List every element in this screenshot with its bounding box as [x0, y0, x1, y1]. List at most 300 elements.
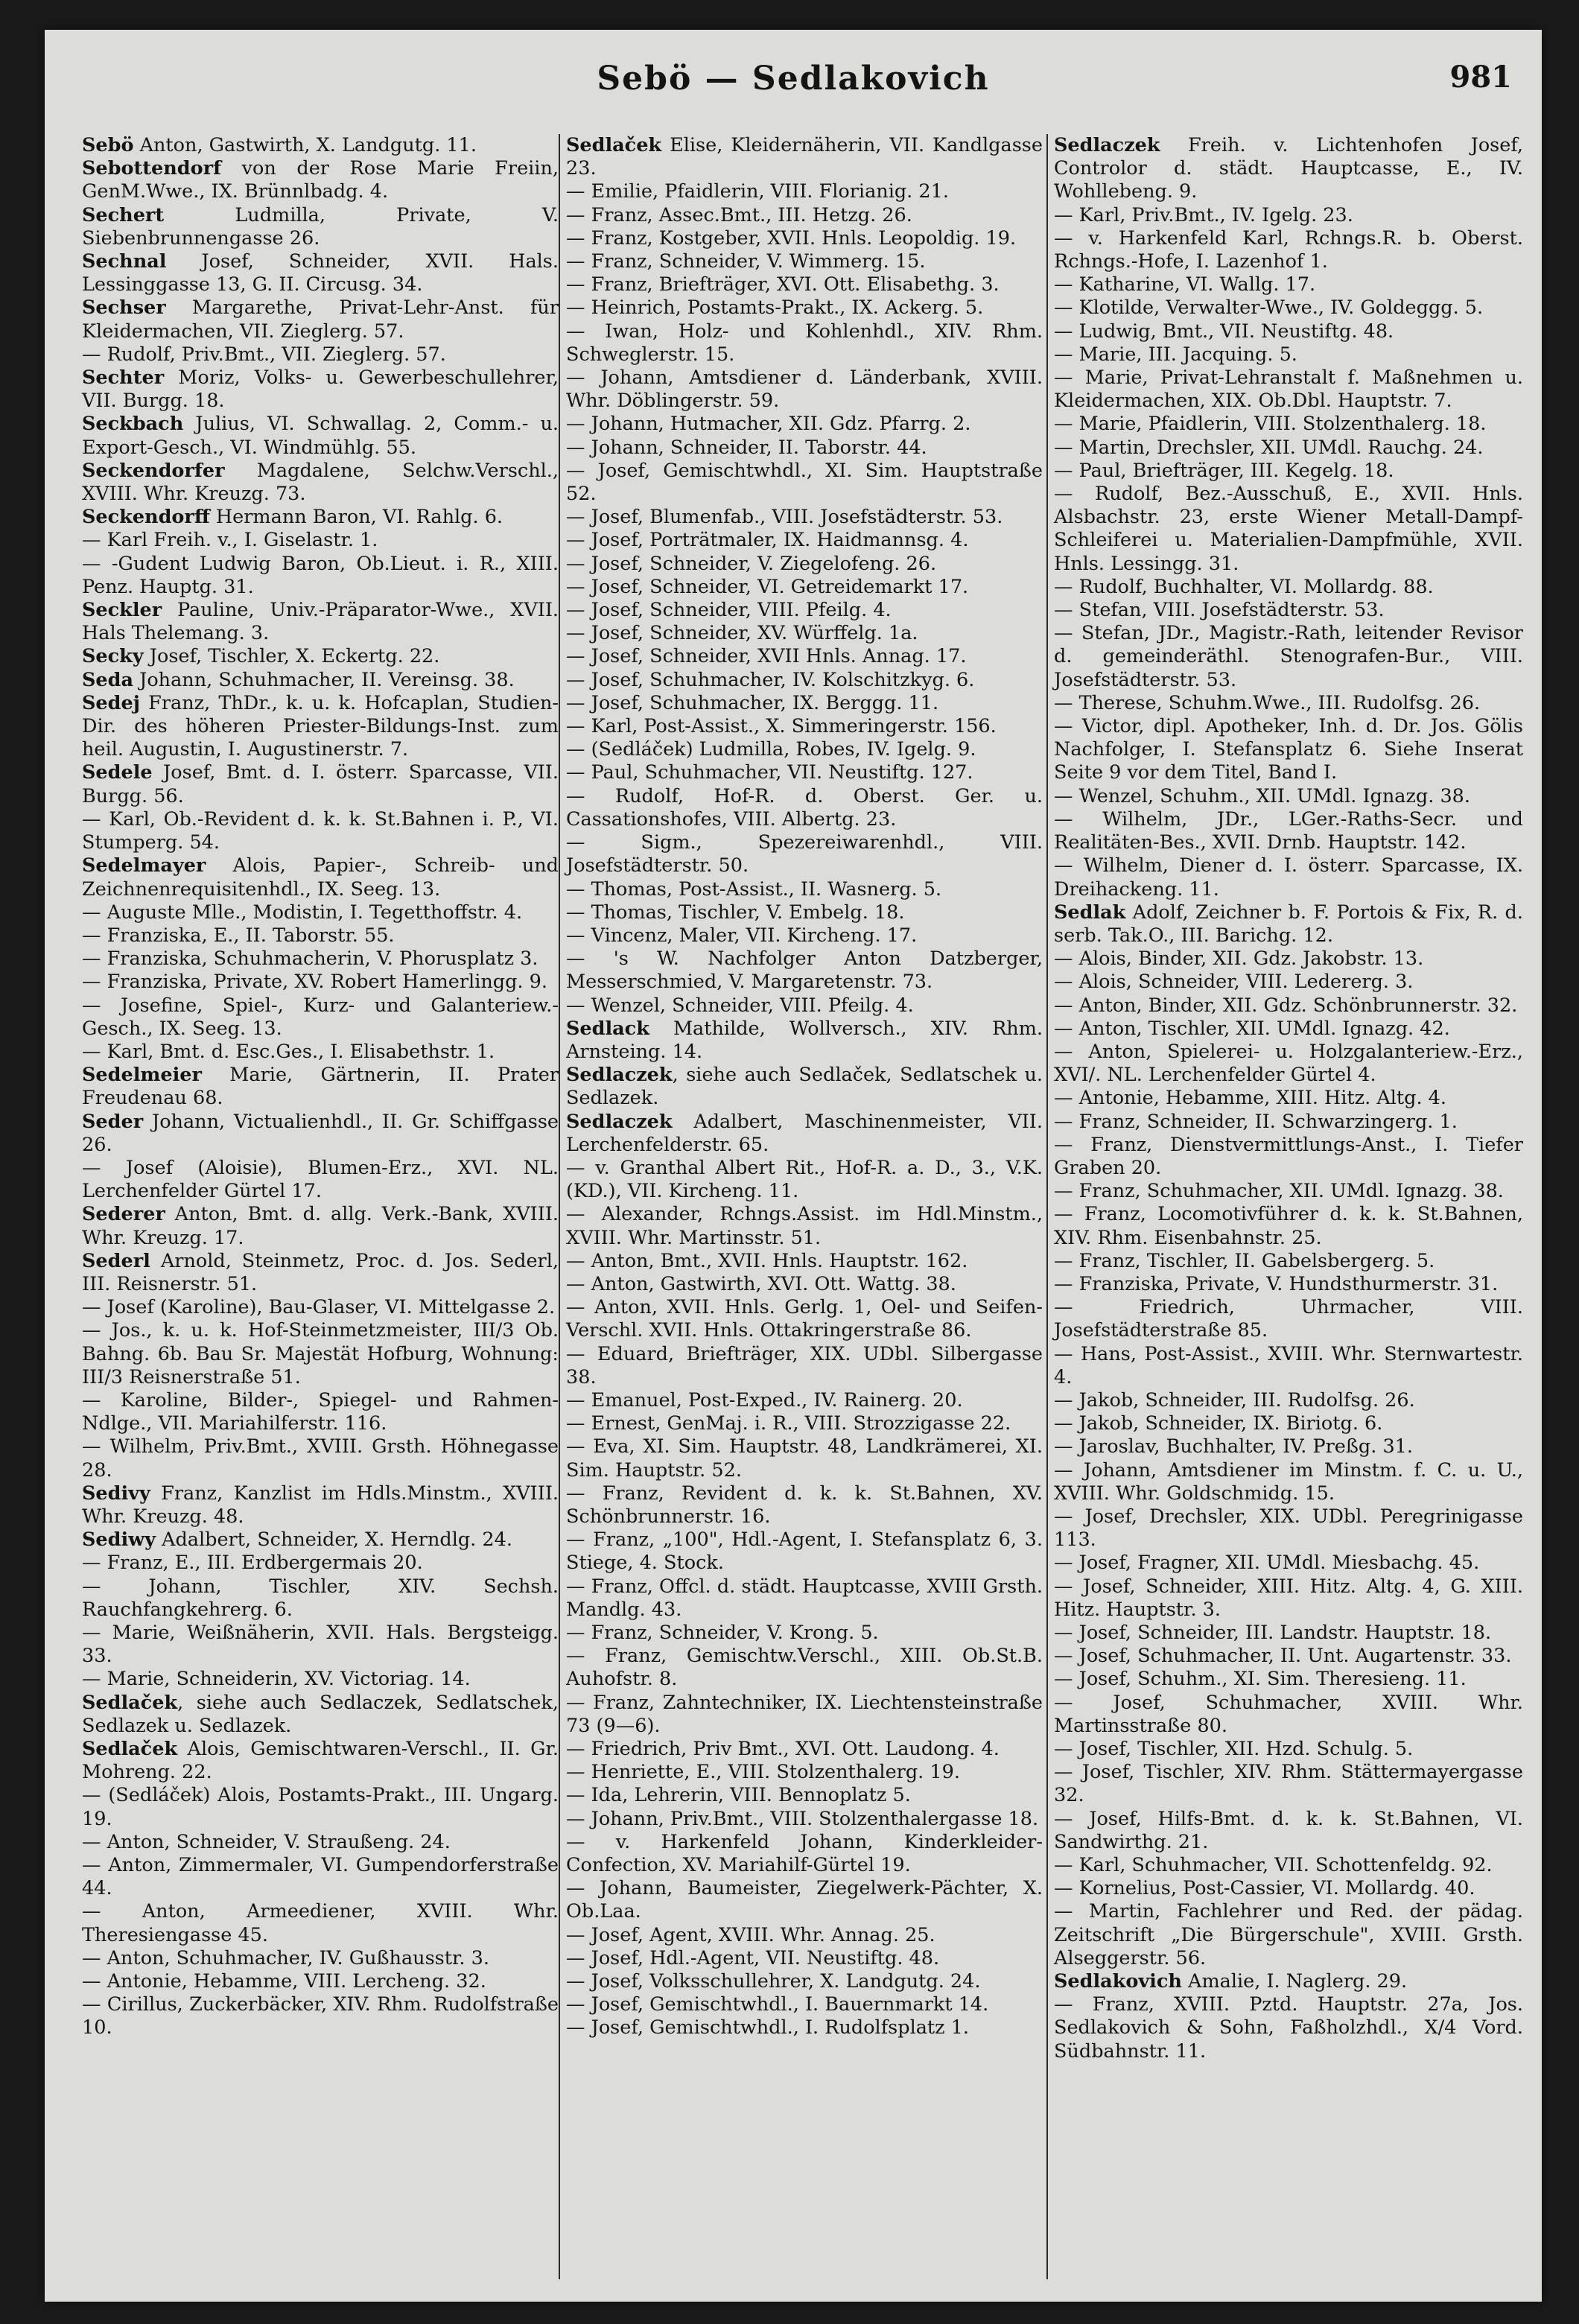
entry-text: — Franz, Schneider, V. Wimmerg. 15. — [566, 250, 926, 273]
directory-entry — [566, 1924, 1043, 1947]
entry-text: — (Sedláček) Ludmilla, Robes, IV. Igelg. 9. — [566, 738, 976, 761]
directory-entry — [1054, 808, 1523, 854]
entry-text: — Alois, Binder, XII. Gdz. Jakobstr. 13. — [1054, 947, 1424, 971]
entry-text: — Karl Freih. v., I. Giselastr. 1. — [82, 529, 378, 552]
directory-entry — [82, 994, 559, 1041]
entry-text: Josef, Schneider, XVII. Hals. Lessinggasse 13, G. II. Circusg. 34. — [82, 250, 559, 296]
entry-text: — Johann, Amtsdiener im Minstm. f. C. u. U., XVIII. Whr. Goldschmidg. 15. — [1054, 1458, 1523, 1505]
entry-text: Adalbert, Maschinenmeister, VII. Lerchenfelderstr. 65. — [566, 1110, 1043, 1156]
directory-entry — [566, 1296, 1043, 1342]
entry-text: — Wenzel, Schuhm., XII. UMdl. Ignazg. 38. — [1054, 784, 1471, 807]
entry-surname: Sediwy — [82, 1528, 156, 1552]
entry-surname: Sederer — [82, 1203, 165, 1226]
entry-text: Johann, Schuhmacher, II. Vereinsg. 38. — [133, 668, 515, 691]
entry-text: — Auguste Mlle., Modistin, I. Tegetthoffstr. 4. — [82, 901, 523, 924]
directory-entry — [82, 947, 559, 971]
directory-entry — [1054, 227, 1523, 273]
entry-surname: Sedlaček — [82, 1738, 178, 1761]
entry-text: — Anton, Schneider, V. Straußeng. 24. — [82, 1830, 451, 1853]
directory-entry — [82, 1482, 559, 1528]
directory-entry — [82, 1203, 559, 1249]
entry-text: — Marie, III. Jacquing. 5. — [1054, 343, 1297, 366]
directory-entry — [566, 831, 1043, 877]
directory-entry — [566, 1575, 1043, 1622]
entry-text: — Jakob, Schneider, III. Rudolfsg. 26. — [1054, 1388, 1415, 1412]
directory-entry — [566, 1343, 1043, 1389]
entry-text: — Franziska, Schuhmacherin, V. Phorusplatz 3. — [82, 947, 538, 971]
entry-text: Magdalene, Selchw.Verschl., XVIII. Whr. Kreuzg. 73. — [82, 459, 559, 506]
directory-entry — [1054, 1645, 1523, 1668]
entry-surname: Sedelmayer — [82, 854, 206, 877]
directory-entry — [82, 204, 559, 250]
directory-entry — [82, 1111, 559, 1157]
entry-text: — -Gudent Ludwig Baron, Ob.Lieut. i. R., XIII. Penz. Hauptg. 31. — [82, 552, 559, 598]
entry-text: — Thomas, Post-Assist., II. Wasnerg. 5. — [566, 877, 942, 901]
directory-entry — [1054, 901, 1523, 947]
entry-surname: Sedelmeier — [82, 1064, 202, 1087]
entry-text: — Josef, Tischler, XIV. Rhm. Stättermayergasse 32. — [1054, 1761, 1523, 1807]
entry-text: — Rudolf, Hof-R. d. Oberst. Ger. u. Cassationshofes, VIII. Albertg. 23. — [566, 784, 1043, 831]
directory-entry — [1054, 1389, 1523, 1412]
entry-text: Josef, Tischler, X. Eckertg. 22. — [143, 645, 440, 668]
entry-text: — Ludwig, Bmt., VII. Neustiftg. 48. — [1054, 320, 1394, 343]
directory-entry — [82, 1435, 559, 1482]
directory-entry — [566, 320, 1043, 366]
entry-surname: Sedlack — [566, 1017, 649, 1040]
entry-surname: Seder — [82, 1110, 144, 1133]
entry-text: — Josef, Schuhmacher, XVIII. Whr. Martinsstraße 80. — [1054, 1691, 1523, 1737]
entry-text: Mathilde, Wollversch., XIV. Rhm. Arnsteing. 14. — [566, 1017, 1043, 1063]
directory-entry — [566, 1622, 1043, 1645]
directory-entry — [566, 413, 1043, 436]
entry-text: — Josef (Aloisie), Blumen-Erz., XVI. NL. Lerchenfelder Gürtel 17. — [82, 1156, 559, 1203]
directory-entry — [1054, 622, 1523, 692]
directory-entry — [1054, 1459, 1523, 1505]
entry-text: — Cirillus, Zuckerbäcker, XIV. Rhm. Rudolfstraße 10. — [82, 1993, 559, 2039]
column-divider — [559, 134, 560, 2279]
directory-entry — [566, 1877, 1043, 1923]
directory-entry — [566, 460, 1043, 506]
directory-entry — [82, 366, 559, 413]
entry-text: — Josef, Fragner, XII. UMdl. Miesbachg. 45. — [1054, 1552, 1480, 1575]
entry-text: — Karl, Post-Assist., X. Simmeringerstr. 156. — [566, 715, 997, 738]
entry-text: — Josef, Gemischtwhdl., I. Bauernmarkt 14. — [566, 1993, 989, 2016]
entry-text: — Henriette, E., VIII. Stolzenthalerg. 19. — [566, 1761, 960, 1784]
directory-entry — [566, 947, 1043, 994]
entry-text: — Josef, Tischler, XII. Hzd. Schulg. 5. — [1054, 1738, 1414, 1761]
entry-surname: Seckbach — [82, 413, 184, 436]
directory-entry — [1054, 343, 1523, 366]
entry-text: — Thomas, Tischler, V. Embelg. 18. — [566, 901, 905, 924]
directory-entry — [566, 1645, 1043, 1691]
entry-text: — Johann, Priv.Bmt., VIII. Stolzenthalergasse 18. — [566, 1807, 1039, 1830]
entry-text: — Franz, Revident d. k. k. St.Bahnen, XV. Schönbrunnerstr. 16. — [566, 1482, 1043, 1528]
entry-text: — Anton, XVII. Hnls. Gerlg. 1, Oel- und Seifen-Verschl. XVII. Hnls. Ottakringerstraße 86. — [566, 1296, 1043, 1342]
entry-text: — Katharine, VI. Wallg. 17. — [1054, 273, 1316, 296]
entry-text: — Franz, „100", Hdl.-Agent, I. Stefansplatz 6, 3. Stiege, 4. Stock. — [566, 1528, 1043, 1575]
entry-text: Marie, Gärtnerin, II. Prater Freudenau 68. — [82, 1064, 559, 1110]
directory-entry — [1054, 366, 1523, 413]
directory-entry — [1054, 1900, 1523, 1970]
entry-text: — Alois, Schneider, VIII. Ledererg. 3. — [1054, 971, 1414, 994]
directory-entry — [82, 296, 559, 343]
entry-text: — Franz, Zahntechniker, IX. Liechtensteinstraße 73 (9—6). — [566, 1691, 1043, 1737]
entry-text: — Ida, Lehrerin, VIII. Bennoplatz 5. — [566, 1784, 911, 1807]
entry-text: — Josef, Schneider, V. Ziegelofeng. 26. — [566, 552, 937, 575]
directory-entry — [1054, 1808, 1523, 1854]
entry-surname: Sebö — [82, 134, 134, 156]
directory-entry — [566, 1203, 1043, 1249]
directory-entry — [566, 924, 1043, 947]
entry-text: — Josef, Schneider, XV. Würffelg. 1a. — [566, 622, 918, 645]
directory-entry — [82, 808, 559, 854]
entry-text: Freih. v. Lichtenhofen Josef, Controlor d. städt. Hauptcasse, E., IV. Wohllebeng. 9. — [1054, 134, 1523, 203]
directory-entry — [566, 622, 1043, 645]
directory-entry — [82, 1250, 559, 1296]
entry-text: Amalie, I. Naglerg. 29. — [1181, 1970, 1408, 1993]
directory-entry — [566, 1947, 1043, 1970]
entry-text: — v. Granthal Albert Rit., Hof-R. a. D., 3., V.K. (KD.), VII. Kircheng. 11. — [566, 1156, 1043, 1203]
directory-entry — [566, 576, 1043, 599]
directory-entry — [1054, 1622, 1523, 1645]
entry-text: — Jos., k. u. k. Hof-Steinmetzmeister, III/3 Ob. Bahng. 6b. Bau Sr. Majestät Hofburg, Wohnung: III/3 Reisnerstraße 51. — [82, 1319, 559, 1388]
entry-text: , siehe auch Sedlaček, Sedlatschek u. Sedlazek. — [566, 1064, 1043, 1110]
directory-entry — [82, 1970, 559, 1993]
entry-text: Anton, Gastwirth, X. Landgutg. 11. — [133, 134, 477, 156]
entry-text: — Stefan, VIII. Josefstädterstr. 53. — [1054, 599, 1385, 622]
directory-entry — [1054, 1041, 1523, 1087]
directory-entry — [82, 1947, 559, 1970]
entry-surname: Sedlakovich — [1054, 1970, 1182, 1993]
directory-entry — [82, 460, 559, 506]
directory-entry — [566, 738, 1043, 761]
entry-text: — Josef, Volksschullehrer, X. Landgutg. 24. — [566, 1970, 981, 1993]
entry-text: — Rudolf, Priv.Bmt., VII. Zieglerg. 57. — [82, 343, 446, 366]
entry-text: Elise, Kleidernäherin, VII. Kandlgasse 23. — [566, 134, 1043, 180]
entry-text: — v. Harkenfeld Johann, Kinderkleider-Confection, XV. Mariahilf-Gürtel 19. — [566, 1830, 1043, 1877]
directory-entry — [82, 1041, 559, 1064]
entry-text: — Johann, Baumeister, Ziegelwerk-Pächter, X. Ob.Laa. — [566, 1877, 1043, 1923]
entry-text: Alois, Papier-, Schreib- und Zeichnenrequisitenhdl., IX. Seeg. 13. — [82, 854, 559, 901]
entry-text: Anton, Bmt. d. allg. Verk.-Bank, XVIII. Whr. Kreuzg. 17. — [82, 1203, 559, 1249]
directory-entry — [566, 1831, 1043, 1877]
directory-entry — [1054, 460, 1523, 483]
directory-entry — [566, 250, 1043, 273]
entry-text: — Victor, dipl. Apotheker, Inh. d. Dr. Jos. Gölis Nachfolger, I. Stefansplatz 6. Siehe Inserat Seite 9 vor dem Titel, Band I. — [1054, 715, 1523, 784]
entry-text: — Josef, Gemischtwhdl., XI. Sim. Hauptstraße 52. — [566, 459, 1043, 506]
directory-entry — [82, 506, 559, 529]
entry-text: — Franz, Briefträger, XVI. Ott. Elisabethg. 3. — [566, 273, 1000, 296]
page-header — [45, 60, 1542, 112]
entry-text: — Paul, Briefträger, III. Kegelg. 18. — [1054, 459, 1394, 482]
entry-text: — Friedrich, Priv Bmt., XVI. Ott. Laudong. 4. — [566, 1738, 1000, 1761]
directory-entry — [82, 924, 559, 947]
entry-text: — Klotilde, Verwalter-Wwe., IV. Goldeggg. 5. — [1054, 296, 1484, 320]
directory-entry — [82, 1157, 559, 1203]
entry-surname: Seckendorfer — [82, 459, 225, 482]
entry-text: — Eduard, Briefträger, XIX. UDbl. Silbergasse 38. — [566, 1342, 1043, 1388]
page-number: 981 — [1449, 60, 1512, 95]
column-1 — [82, 134, 559, 2040]
directory-entry — [566, 1435, 1043, 1482]
directory-entry — [566, 529, 1043, 552]
directory-entry — [82, 1389, 559, 1435]
directory-entry — [1054, 1552, 1523, 1575]
entry-surname: Sedej — [82, 691, 140, 714]
entry-text: — Josef, Hilfs-Bmt. d. k. k. St.Bahnen, VI. Sandwirthg. 21. — [1054, 1807, 1523, 1853]
directory-entry — [82, 250, 559, 296]
directory-entry — [566, 227, 1043, 250]
entry-text: — Josef, Schneider, XIII. Hitz. Altg. 4, G. XIII. Hitz. Hauptstr. 3. — [1054, 1575, 1523, 1621]
entry-surname: Sedlaček — [82, 1691, 178, 1714]
directory-entry — [1054, 1761, 1523, 1807]
entry-text: — Heinrich, Postamts-Prakt., IX. Ackerg. 5. — [566, 296, 984, 320]
entry-text: — Sigm., Spezereiwarenhdl., VIII. Josefstädterstr. 50. — [566, 831, 1043, 877]
entry-surname: Sedlaczek — [566, 1064, 673, 1087]
directory-entry — [1054, 413, 1523, 436]
entry-text: — Antonie, Hebamme, VIII. Lercheng. 32. — [82, 1970, 486, 1993]
directory-entry — [1054, 1970, 1523, 1993]
directory-entry — [1054, 296, 1523, 320]
directory-entry — [1054, 1017, 1523, 1041]
entry-text: Adalbert, Schneider, X. Herndlg. 24. — [155, 1528, 512, 1552]
directory-entry — [1054, 1575, 1523, 1622]
entry-text: — Friedrich, Uhrmacher, VIII. Josefstädterstraße 85. — [1054, 1296, 1523, 1342]
entry-text: — Kornelius, Post-Cassier, VI. Mollardg. 40. — [1054, 1877, 1475, 1900]
entry-text: — Ernest, GenMaj. i. R., VIII. Strozzigasse 22. — [566, 1412, 1011, 1435]
entry-text: — Franz, Dienstvermittlungs-Anst., I. Tiefer Graben 20. — [1054, 1133, 1523, 1179]
directory-entry — [82, 1622, 559, 1668]
directory-entry — [82, 529, 559, 552]
directory-entry — [82, 692, 559, 762]
entry-text: — Josef, Schneider, VI. Getreidemarkt 17. — [566, 575, 969, 598]
entry-surname: Sedlaček — [566, 134, 662, 156]
entry-surname: Sedlaczek — [566, 1110, 673, 1133]
directory-entry — [1054, 854, 1523, 901]
directory-entry — [566, 1692, 1043, 1738]
directory-entry — [1054, 134, 1523, 204]
entry-text: — Martin, Drechsler, XII. UMdl. Rauchg. 24. — [1054, 436, 1484, 459]
entry-text: — Franz, XVIII. Pztd. Hauptstr. 27a, Jos. Sedlakovich & Sohn, Faßholzhdl., X/4 Vord. Südbahnstr. 11. — [1054, 1993, 1523, 2063]
entry-text: — Karoline, Bilder-, Spiegel- und Rahmen-Ndlge., VII. Mariahilferstr. 116. — [82, 1388, 559, 1435]
directory-entry — [566, 715, 1043, 738]
directory-entry — [82, 1552, 559, 1575]
entry-text: Franz, ThDr., k. u. k. Hofcaplan, Studien-Dir. des höheren Priester-Bildungs-Inst. zum heil. Augustin, I. Augustinerstr. 7. — [82, 691, 559, 761]
directory-entry — [566, 204, 1043, 227]
directory-entry — [566, 1157, 1043, 1203]
entry-text: — Franziska, Private, XV. Robert Hamerlingg. 9. — [82, 971, 547, 994]
directory-entry — [82, 645, 559, 668]
directory-entry — [82, 761, 559, 807]
entry-text: — Marie, Pfaidlerin, VIII. Stolzenthalerg. 18. — [1054, 413, 1487, 436]
entry-text: — Franz, Kostgeber, XVII. Hnls. Leopoldig. 19. — [566, 226, 1017, 250]
directory-entry — [82, 599, 559, 645]
entry-text: — Johann, Schneider, II. Taborstr. 44. — [566, 436, 927, 459]
directory-entry — [566, 1761, 1043, 1784]
directory-entry — [566, 599, 1043, 622]
entry-text: — Josef, Gemischtwhdl., I. Rudolfsplatz 1. — [566, 2016, 970, 2039]
directory-entry — [82, 413, 559, 459]
entry-text: — Johann, Tischler, XIV. Sechsh. Rauchfangkehrerg. 6. — [82, 1575, 559, 1621]
entry-text: — v. Harkenfeld Karl, Rchngs.R. b. Oberst. Rchngs.-Hofe, I. Lazenhof 1. — [1054, 226, 1523, 273]
entry-surname: Seckler — [82, 599, 162, 622]
entry-text: — Josef, Schneider, III. Landstr. Hauptstr. 18. — [1054, 1622, 1492, 1644]
directory-entry — [1054, 1738, 1523, 1761]
directory-entry — [82, 1993, 559, 2039]
column-divider — [1046, 134, 1048, 2279]
directory-entry — [566, 761, 1043, 784]
directory-entry — [566, 1784, 1043, 1807]
entry-text: Franz, Kanzlist im Hdls.Minstm., XVIII. Whr. Kreuzg. 48. — [82, 1482, 559, 1528]
entry-text: — Josef, Schuhm., XI. Sim. Theresieng. 11. — [1054, 1668, 1467, 1691]
entry-text: — Anton, Gastwirth, XVI. Ott. Wattg. 38. — [566, 1272, 956, 1295]
directory-entry — [1054, 320, 1523, 343]
directory-entry — [82, 134, 559, 157]
directory-entry — [1054, 576, 1523, 599]
entry-surname: Sedlaczek — [1054, 134, 1160, 156]
directory-entry — [1054, 1203, 1523, 1249]
entry-text: — Franz, E., III. Erdbergermais 20. — [82, 1552, 423, 1575]
entry-text: Adolf, Zeichner b. F. Portois & Fix, R. d. serb. Tak.O., III. Barichg. 12. — [1054, 901, 1523, 947]
entry-text: von der Rose Marie Freiin, GenM.Wwe., IX. Brünnlbadg. 4. — [82, 157, 559, 203]
entry-surname: Sedele — [82, 761, 153, 784]
entry-surname: Sedlak — [1054, 901, 1126, 924]
entry-text: — 's W. Nachfolger Anton Datzberger, Messerschmied, V. Margaretenstr. 73. — [566, 947, 1043, 994]
directory-entry — [566, 134, 1043, 180]
entry-text: — Emanuel, Post-Exped., IV. Rainerg. 20. — [566, 1388, 963, 1412]
directory-entry — [1054, 1273, 1523, 1296]
entry-text: — Jaroslav, Buchhalter, IV. Preßg. 31. — [1054, 1435, 1413, 1458]
directory-entry — [566, 553, 1043, 576]
entry-text: — Karl, Bmt. d. Esc.Ges., I. Elisabethstr. 1. — [82, 1040, 495, 1063]
column-3 — [1054, 134, 1523, 2063]
directory-entry — [82, 1784, 559, 1830]
entry-text: — Marie, Privat-Lehranstalt f. Maßnehmen u. Kleidermachen, XIX. Ob.Dbl. Hauptstr. 7. — [1054, 366, 1523, 413]
entry-text: — Franz, Schneider, II. Schwarzingerg. 1. — [1054, 1110, 1458, 1133]
entry-surname: Sederl — [82, 1249, 150, 1272]
entry-text: — Anton, Binder, XII. Gdz. Schönbrunnerstr. 32. — [1054, 994, 1518, 1017]
directory-entry — [1054, 1505, 1523, 1552]
directory-entry — [566, 1389, 1043, 1412]
entry-text: — Anton, Bmt., XVII. Hnls. Hauptstr. 162. — [566, 1249, 968, 1272]
directory-entry — [82, 553, 559, 599]
entry-text: — Johann, Amtsdiener d. Länderbank, XVIII. Whr. Döblingerstr. 59. — [566, 366, 1043, 413]
entry-text: — Emilie, Pfaidlerin, VIII. Florianig. 21. — [566, 180, 949, 203]
directory-entry — [566, 1017, 1043, 1064]
entry-text: — Vincenz, Maler, VII. Kircheng. 17. — [566, 924, 918, 947]
entry-text: — Wilhelm, Priv.Bmt., XVIII. Grsth. Höhnegasse 28. — [82, 1435, 559, 1482]
entry-text: — Anton, Schuhmacher, IV. Gußhausstr. 3. — [82, 1946, 489, 1969]
entry-surname: Sebottendorf — [82, 157, 222, 180]
directory-entry — [1054, 1343, 1523, 1389]
directory-entry — [1054, 1668, 1523, 1691]
directory-entry — [82, 1668, 559, 1691]
directory-entry — [566, 506, 1043, 529]
directory-entry — [1054, 1877, 1523, 1900]
directory-entry — [1054, 1111, 1523, 1134]
directory-entry — [1054, 483, 1523, 576]
directory-entry — [82, 343, 559, 366]
directory-entry — [566, 1738, 1043, 1761]
directory-entry — [82, 1575, 559, 1622]
entry-text: — Franz, Gemischtw.Verschl., XIII. Ob.St.B. Auhofstr. 8. — [566, 1645, 1043, 1691]
directory-entry — [82, 1738, 559, 1784]
entry-text: — Marie, Weißnäherin, XVII. Hals. Bergsteigg. 33. — [82, 1622, 559, 1668]
entry-surname: Sechser — [82, 296, 166, 320]
directory-entry — [566, 2016, 1043, 2039]
entry-text: — Franz, Schuhmacher, XII. UMdl. Ignazg. 38. — [1054, 1180, 1504, 1203]
directory-entry — [566, 1064, 1043, 1110]
directory-entry — [82, 971, 559, 994]
entry-text: — Jakob, Schneider, IX. Biriotg. 6. — [1054, 1412, 1383, 1435]
entry-text: — Franziska, Private, V. Hundsthurmerstr. 31. — [1054, 1272, 1499, 1295]
entry-text: — Josef, Schneider, VIII. Pfeilg. 4. — [566, 599, 892, 622]
entry-text: — Josef, Schuhmacher, II. Unt. Augartenstr. 33. — [1054, 1645, 1512, 1668]
entry-text: Pauline, Univ.-Präparator-Wwe., XVII. Hals Thelemang. 3. — [82, 599, 559, 645]
directory-entry — [1054, 273, 1523, 296]
directory-entry — [1054, 1087, 1523, 1110]
directory-entry — [82, 669, 559, 692]
directory-entry — [566, 1111, 1043, 1157]
entry-text: — Josefine, Spiel-, Kurz- und Galanteriew.-Gesch., IX. Seeg. 13. — [82, 994, 559, 1040]
entry-surname: Sechter — [82, 366, 165, 390]
directory-entry — [82, 1831, 559, 1854]
directory-entry — [1054, 599, 1523, 622]
directory-entry — [566, 669, 1043, 692]
entry-text: — Franz, Offcl. d. städt. Hauptcasse, XVIII Grsth. Mandlg. 43. — [566, 1575, 1043, 1621]
directory-entry — [1054, 204, 1523, 227]
entry-text: — Alexander, Rchngs.Assist. im Hdl.Minstm., XVIII. Whr. Martinsstr. 51. — [566, 1203, 1043, 1249]
entry-surname: Secky — [82, 645, 144, 668]
entry-text: — Paul, Schuhmacher, VII. Neustiftg. 127. — [566, 761, 973, 784]
directory-entry — [82, 1854, 559, 1900]
entry-text: — Karl, Priv.Bmt., IV. Igelg. 23. — [1054, 203, 1353, 226]
directory-entry — [82, 157, 559, 203]
entry-text: — Hans, Post-Assist., XVIII. Whr. Sternwartestr. 4. — [1054, 1342, 1523, 1388]
entry-surname: Sedivy — [82, 1482, 150, 1505]
directory-entry — [566, 1528, 1043, 1575]
entry-text: — Anton, Armeediener, XVIII. Whr. Theresiengasse 45. — [82, 1900, 559, 1946]
entry-text: — Franz, Schneider, V. Krong. 5. — [566, 1622, 879, 1644]
entry-text: — Martin, Fachlehrer und Red. der pädag. Zeitschrift „Die Bürgerschule", XVIII. Grsth. Alseggerstr. 56. — [1054, 1900, 1523, 1969]
directory-entry — [566, 1412, 1043, 1435]
entry-text: — Karl, Schuhmacher, VII. Schottenfeldg. 92. — [1054, 1854, 1493, 1877]
entry-text: — Franz, Assec.Bmt., III. Hetzg. 26. — [566, 203, 912, 226]
directory-entry — [82, 1064, 559, 1110]
entry-text: — Therese, Schuhm.Wwe., III. Rudolfsg. 26. — [1054, 691, 1481, 714]
entry-text: Ludmilla, Private, V. Siebenbrunnengasse 26. — [82, 203, 559, 250]
entry-text: — Wilhelm, JDr., LGer.-Raths-Secr. und Realitäten-Bes., XVII. Drnb. Hauptstr. 142. — [1054, 807, 1523, 854]
directory-entry — [566, 296, 1043, 320]
directory-entry — [1054, 947, 1523, 971]
directory-entry — [82, 1692, 559, 1738]
entry-text: — Josef, Schuhmacher, IV. Kolschitzkyg. 6. — [566, 668, 975, 691]
directory-entry — [1054, 715, 1523, 785]
entry-text: — Franz, Locomotivführer d. k. k. St.Bahnen, XIV. Rhm. Eisenbahnstr. 25. — [1054, 1203, 1523, 1249]
directory-entry — [82, 1296, 559, 1319]
entry-text: — Karl, Ob.-Revident d. k. k. St.Bahnen i. P., VI. Stumperg. 54. — [82, 807, 559, 854]
entry-text: — Eva, XI. Sim. Hauptstr. 48, Landkrämerei, XI. Sim. Hauptstr. 52. — [566, 1435, 1043, 1482]
entry-text: — Wenzel, Schneider, VIII. Pfeilg. 4. — [566, 994, 914, 1017]
directory-entry — [1054, 1134, 1523, 1180]
entry-text: — Stefan, JDr., Magistr.-Rath, leitender Revisor d. gemeinderäthl. Stenografen-Bur., VIII. Josefstädterstr. 53. — [1054, 622, 1523, 691]
entry-text: — Josef, Drechsler, XIX. UDbl. Peregrinigasse 113. — [1054, 1505, 1523, 1552]
directory-entry — [566, 994, 1043, 1017]
directory-entry — [82, 1319, 559, 1389]
directory-entry — [566, 785, 1043, 831]
directory-entry — [566, 273, 1043, 296]
entry-text: — Iwan, Holz- und Kohlenhdl., XIV. Rhm. Schweglerstr. 15. — [566, 320, 1043, 366]
